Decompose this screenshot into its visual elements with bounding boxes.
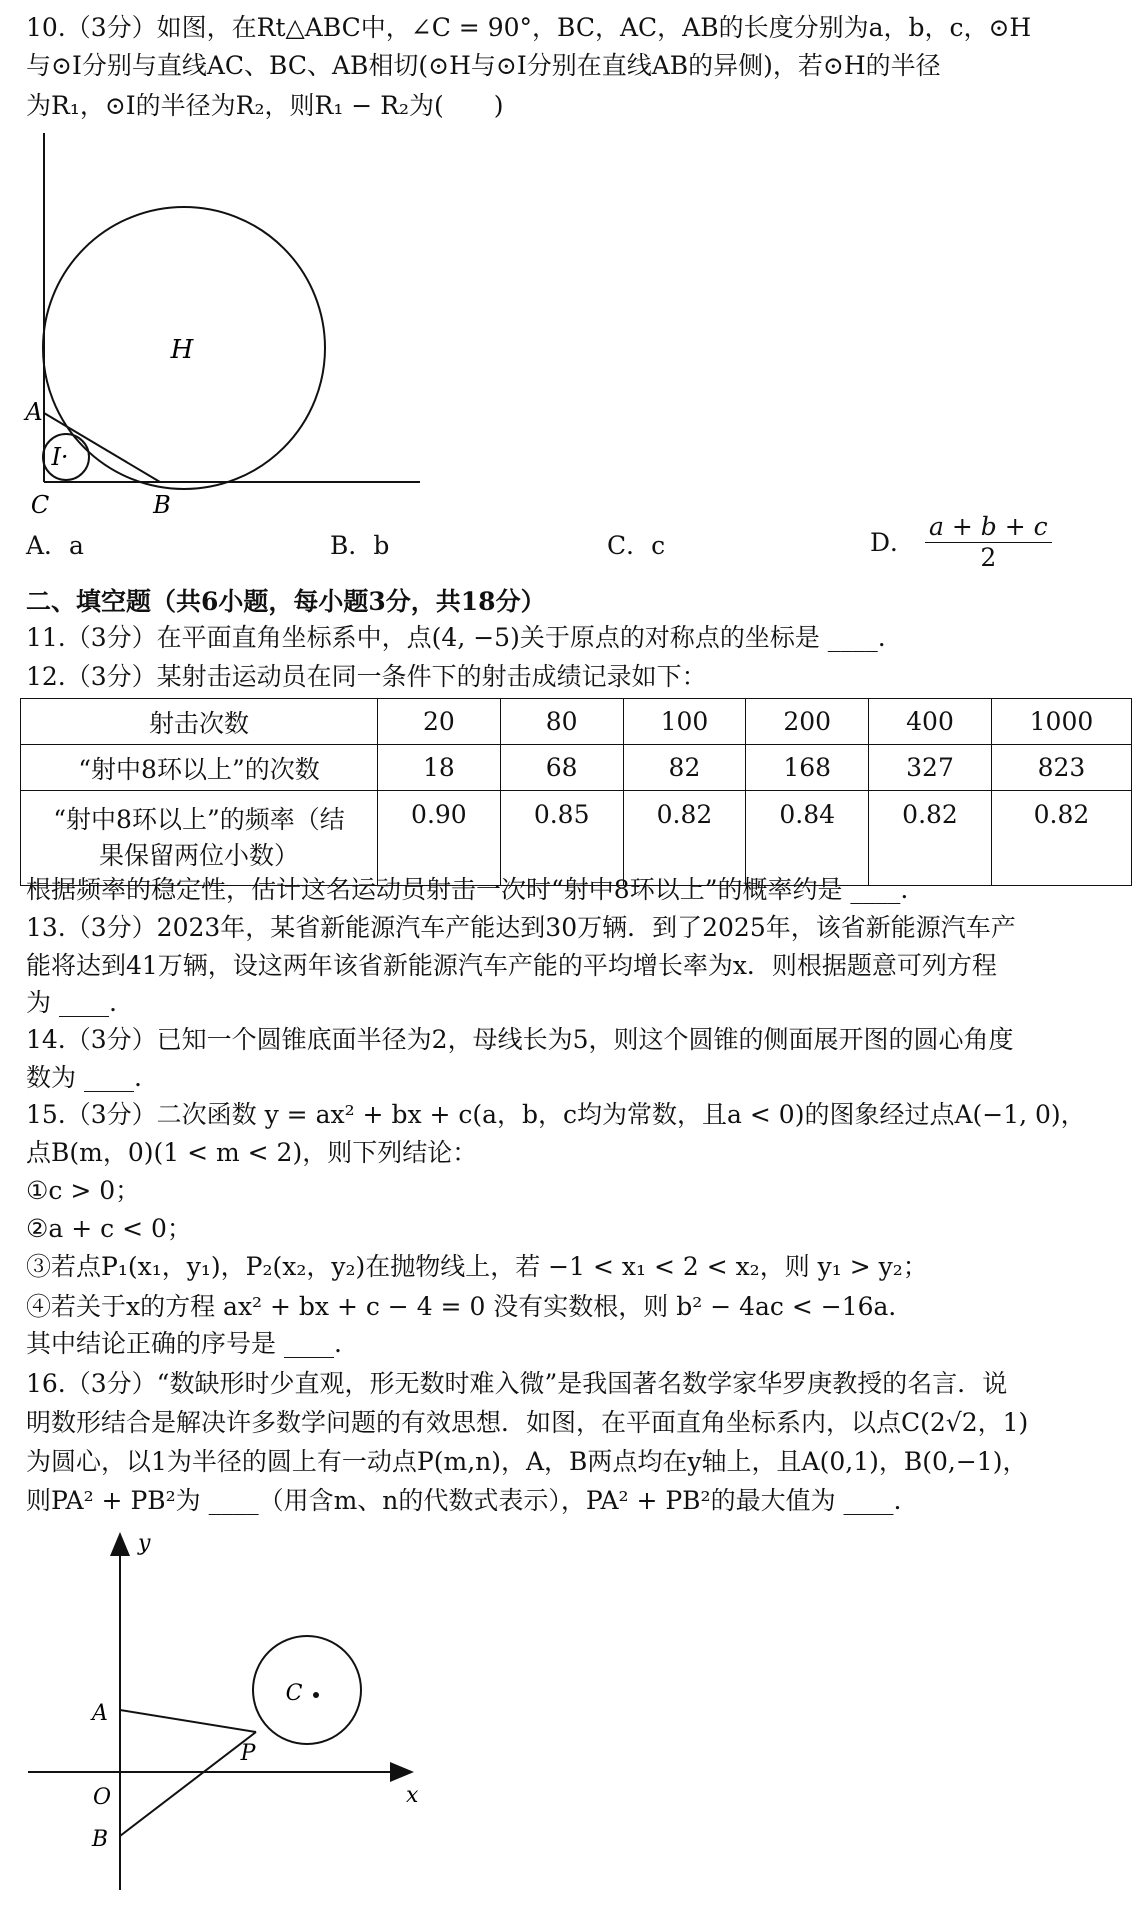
center-c-dot xyxy=(313,1692,319,1698)
label-p: P xyxy=(240,1741,256,1766)
label-x: x xyxy=(406,1783,419,1808)
row1-cell: 80 xyxy=(500,699,623,745)
label-c: C xyxy=(285,1681,303,1706)
label-a: A xyxy=(92,1701,108,1726)
q13-line1: 13.（3分）2023年，某省新能源汽车产能达到30万辆．到了2025年，该省新能源汽车产 xyxy=(26,913,1016,942)
row2-cell: 823 xyxy=(991,745,1131,791)
q16-line1: 16.（3分）“数缺形时少直观，形无数时难入微”是我国著名数学家华罗庚教授的名言．说 xyxy=(26,1369,1008,1398)
label-h: H xyxy=(170,335,194,365)
row3-cell: 0.82 xyxy=(869,791,992,886)
q13-line3: 为 ____. xyxy=(26,988,117,1017)
row3-cell: 0.85 xyxy=(500,791,623,886)
q11-text: 11.（3分）在平面直角坐标系中，点(4, −5)关于原点的对称点的坐标是 ____. xyxy=(26,623,886,652)
row2-header: “射中8环以上”的次数 xyxy=(21,745,378,791)
q10-line2: 与⊙I分别与直线AC、BC、AB相切(⊙H与⊙I分别在直线AB的异侧)，若⊙H的半径 xyxy=(26,51,941,80)
q15-conclusion-4: ④若关于x的方程 ax² + bx + c − 4 = 0 没有实数根，则 b² − 4ac < −16a． xyxy=(26,1292,914,1321)
row3-cell: 0.84 xyxy=(746,791,869,886)
q14-line1: 14.（3分）已知一个圆锥底面半径为2，母线长为5，则这个圆锥的侧面展开图的圆心角度 xyxy=(26,1025,1014,1054)
table-row xyxy=(21,699,1132,745)
row1-cell: 200 xyxy=(746,699,869,745)
q10-option-d xyxy=(870,512,1052,573)
label-o: O xyxy=(92,1785,112,1810)
row1-cell: 1000 xyxy=(991,699,1131,745)
q15-conclusion-2: ②a + c < 0； xyxy=(26,1214,192,1243)
q16-line2: 明数形结合是解决许多数学问题的有效思想．如图，在平面直角坐标系内，以点C(2√2，1) xyxy=(26,1408,1029,1437)
q15-conclusion-1: ①c > 0； xyxy=(26,1176,141,1205)
q10-figure xyxy=(20,125,440,515)
row1-cell: 20 xyxy=(378,699,501,745)
row2-cell: 82 xyxy=(623,745,746,791)
label-y: y xyxy=(138,1531,151,1556)
q12-after: 根据频率的稳定性，估计这名运动员射击一次时“射中8环以上”的概率约是 ____. xyxy=(26,875,909,904)
q10-option-d-fraction xyxy=(925,512,1052,573)
row2-cell: 168 xyxy=(746,745,869,791)
row2-cell: 68 xyxy=(500,745,623,791)
table-row xyxy=(21,745,1132,791)
q10-option-a: A．a xyxy=(26,531,84,560)
q10-line3: 为R₁，⊙I的半径为R₂，则R₁ − R₂为( ) xyxy=(26,91,504,120)
q14-line2: 数为 ____. xyxy=(26,1063,142,1092)
section2-title: 二、填空题（共6小题，每小题3分，共18分） xyxy=(26,587,546,616)
circle-c xyxy=(253,1636,361,1744)
row1-cell: 100 xyxy=(623,699,746,745)
row3-cell: 0.90 xyxy=(378,791,501,886)
label-b: B xyxy=(153,491,171,515)
q16-line3: 为圆心，以1为半径的圆上有一动点P(m,n)，A，B两点均在y轴上，且A(0,1)，B(0,−1)， xyxy=(26,1447,1028,1476)
row2-cell: 327 xyxy=(869,745,992,791)
q10-option-d-denominator: 2 xyxy=(980,543,997,572)
row2-cell: 18 xyxy=(378,745,501,791)
row3-cell: 0.82 xyxy=(991,791,1131,886)
q10-option-d-numerator: a + b + c xyxy=(925,512,1052,543)
label-b: B xyxy=(91,1827,109,1852)
label-c: C xyxy=(30,491,50,515)
row1-header: 射击次数 xyxy=(21,699,378,745)
label-i: I· xyxy=(51,443,69,471)
q10-option-d-prefix: D． xyxy=(870,527,916,557)
q15-line2: 点B(m，0)(1 < m < 2)，则下列结论： xyxy=(26,1138,478,1167)
segment-pa xyxy=(120,1710,256,1732)
row3-header-line2: 果保留两位小数） xyxy=(98,841,299,870)
q10-line1: 10.（3分）如图，在Rt△ABC中，∠C = 90°，BC，AC，AB的长度分别为a，b，c，⊙H xyxy=(26,13,1032,42)
q12-intro: 12.（3分）某射击运动员在同一条件下的射击成绩记录如下： xyxy=(26,662,707,691)
q15-line1: 15.（3分）二次函数 y = ax² + bx + c(a，b，c均为常数，且a < 0)的图象经过点A(−1, 0)， xyxy=(26,1100,1086,1129)
q16-line4: 则PA² + PB²为 ____（用含m、n的代数式表示），PA² + PB²的最大值为 ____. xyxy=(26,1486,902,1515)
q15-conclusion-3: ③若点P₁(x₁，y₁)，P₂(x₂，y₂)在抛物线上，若 −1 < x₁ < 2 < x₂，则 y₁ > y₂； xyxy=(26,1252,928,1281)
row1-cell: 400 xyxy=(869,699,992,745)
q10-option-c: C．c xyxy=(607,531,666,560)
q16-figure xyxy=(20,1520,440,1900)
q15-end: 其中结论正确的序号是 ____. xyxy=(26,1329,342,1358)
q13-line2: 能将达到41万辆，设这两年该省新能源汽车产能的平均增长率为x．则根据题意可列方程 xyxy=(26,951,997,980)
q12-score-table xyxy=(20,698,1132,886)
q10-option-b: B．b xyxy=(330,531,390,560)
label-a: A xyxy=(25,398,43,426)
row3-cell: 0.82 xyxy=(623,791,746,886)
segment-pb xyxy=(120,1732,256,1836)
row3-header-line1: “射中8环以上”的频率（结 xyxy=(53,805,345,834)
